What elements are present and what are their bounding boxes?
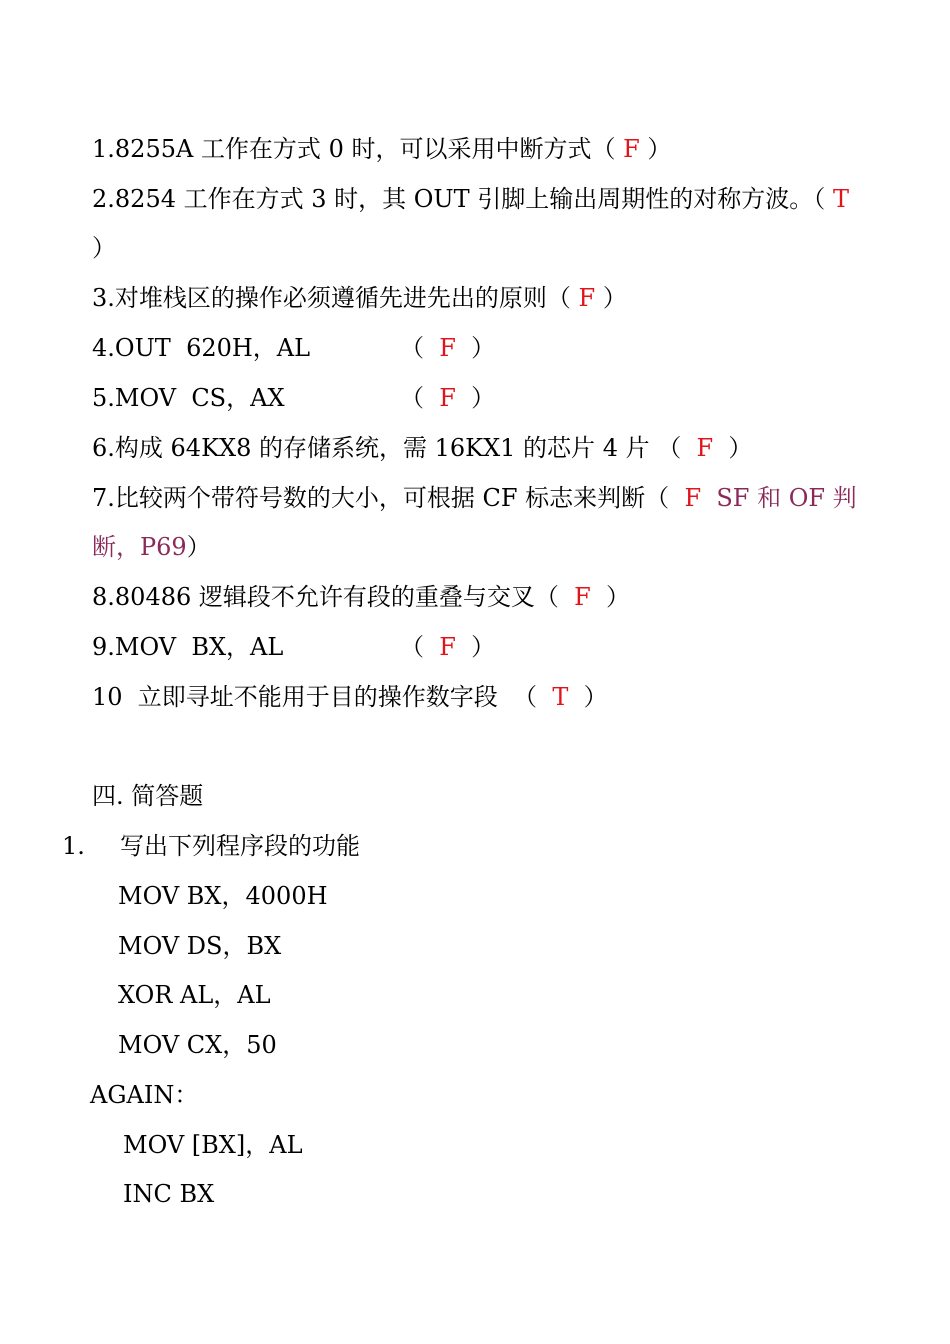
question-5 [92,383,495,413]
question-suffix: ） [639,135,672,163]
answer-mark: F [574,583,591,611]
question-6 [92,433,752,463]
answer-mark: F [439,633,456,661]
question-open: （ [400,633,440,661]
answer-note: SF 和 OF 判 [701,484,857,512]
answer-mark: T [832,185,849,213]
question-suffix: ） [455,384,496,412]
question-7-continuation [92,532,211,562]
question-suffix: ） [455,334,496,362]
code-line: MOV CX，50 [118,1031,277,1059]
question-suffix: ） [595,284,627,312]
answer-mark: F [623,135,640,163]
question-suffix: ） [186,533,211,561]
question-text: 6.构成 64KX8 的存储系统，需 16KX1 的芯片 4 片 （ [92,434,697,462]
code-label: AGAIN： [90,1081,199,1109]
question-suffix: ） [455,633,496,661]
section-title: 四. 简答题 [92,782,204,810]
question-text: 1.8255A 工作在方式 0 时，可以采用中断方式（ [92,135,624,163]
code-line: MOV [BX]，AL [123,1131,303,1159]
code-line: INC BX [123,1180,215,1208]
question-4 [92,333,495,363]
question-text: 3.对堆栈区的操作必须遵循先进先出的原则（ [92,284,579,312]
answer-mark: F [696,434,714,462]
answer-mark: F [684,484,702,512]
question-1 [92,134,671,164]
answer-mark: F [439,334,456,362]
code-line: MOV BX，4000H [118,882,328,910]
answer-mark: T [552,683,569,711]
code-line: MOV DS，BX [118,932,282,960]
question-text: 2.8254 工作在方式 3 时，其 OUT 引脚上输出周期性的对称方波。（ [92,185,833,213]
question-7 [92,483,857,513]
question-text: 8.80486 逻辑段不允许有段的重叠与交叉（ [92,583,575,611]
subquestion-number: 1. [62,832,85,860]
question-text: 4.OUT 620H，AL [92,334,311,362]
question-2 [92,184,849,214]
answer-note-continued: 断，P69 [92,533,187,561]
answer-mark: F [439,384,456,412]
question-suffix: ） [92,234,116,262]
question-suffix: ） [713,434,753,462]
question-2-continuation [92,233,116,263]
question-text: 9.MOV BX，AL [92,633,284,661]
question-text: 5.MOV CS，AX [92,384,285,412]
question-suffix: ） [590,583,631,611]
answer-mark: F [578,284,596,312]
question-10 [92,682,608,712]
code-line: XOR AL，AL [118,981,271,1009]
question-9 [92,632,495,662]
question-text: 10 立即寻址不能用于目的操作数字段 （ [92,683,553,711]
question-open: （ [400,334,440,362]
question-3 [92,283,627,313]
question-suffix: ） [568,683,608,711]
question-8 [92,582,630,612]
question-open: （ [400,384,440,412]
subquestion-text: 写出下列程序段的功能 [120,832,360,860]
question-text: 7.比较两个带符号数的大小，可根据 CF 标志来判断（ [92,484,685,512]
